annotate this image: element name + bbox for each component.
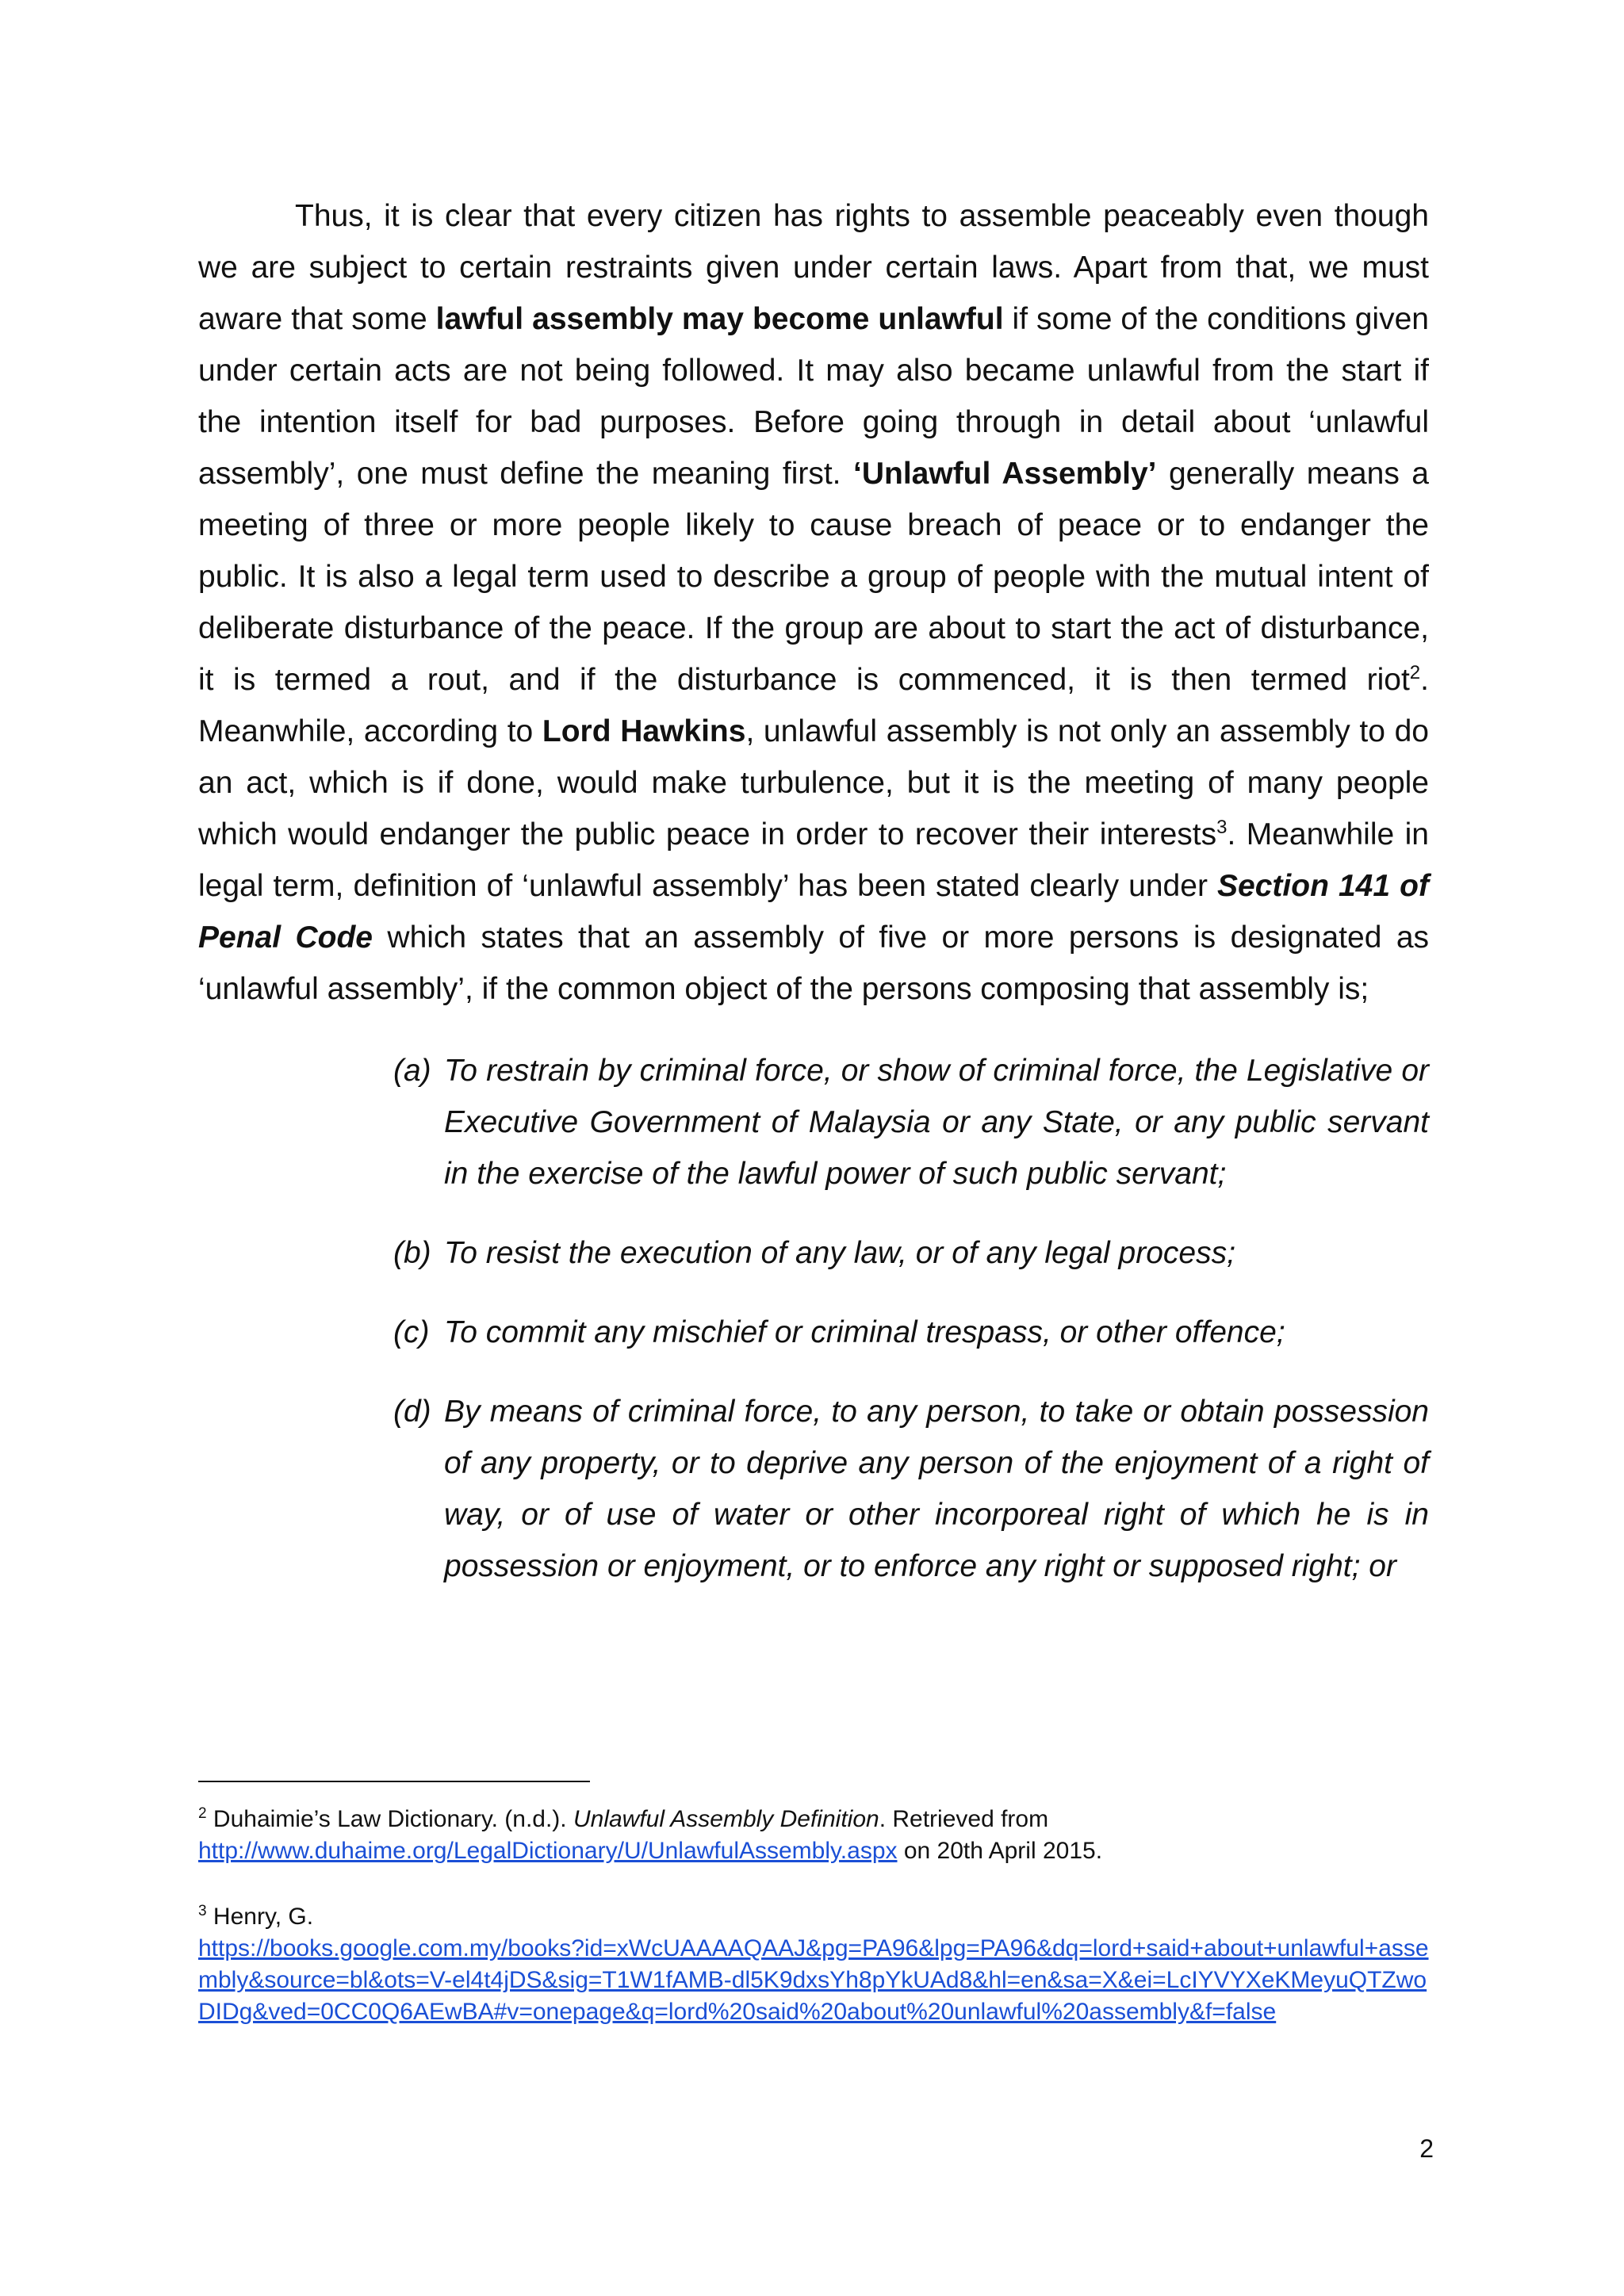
paragraph-text: , unlawful assembly is not only an assembly to do an act, which is if done, would make turbulence, but it is the meeting of many people which would endanger the public peace in order to recover their interests — [198, 714, 1429, 851]
footnote-text: . Retrieved from — [879, 1806, 1049, 1832]
footnote-text: Duhaimie’s Law Dictionary. (n.d.). — [206, 1806, 573, 1832]
clause-text: By means of criminal force, to any person, to take or obtain possession of any property, or to deprive any person of the enjoyment of a right of way, or of use of water or other incorporeal right of which he is in possession or enjoyment, or to enforce any right or supposed right; or — [444, 1395, 1429, 1583]
bold-italic-phrase-section-141: Section 141 of Penal Code — [198, 869, 1429, 955]
footnote-link[interactable]: http://www.duhaime.org/LegalDictionary/U/UnlawfulAssembly.aspx — [198, 1838, 898, 1864]
clause-marker: (a) — [393, 1054, 431, 1088]
footnote-reference[interactable]: 2 — [1409, 662, 1421, 683]
clause-marker: (c) — [393, 1315, 430, 1349]
clause-text: To commit any mischief or criminal trespass, or other offence; — [444, 1315, 1285, 1349]
paragraph-text: . Meanwhile in legal term, definition of ‘unlawful assembly’ has been stated clearly under — [198, 817, 1429, 903]
footnote-text: on 20th April 2015. — [897, 1838, 1103, 1864]
paragraph-text: Thus, it is clear that every citizen has rights to assemble peaceably even though we are subject to certain restraints given under certain laws. Apart from that, we must aware that some — [198, 199, 1429, 336]
footnote-title: Unlawful Assembly Definition — [573, 1806, 879, 1832]
clause-item-c — [393, 1307, 1429, 1358]
clause-item-d — [393, 1386, 1429, 1592]
clause-marker: (d) — [393, 1395, 431, 1429]
bold-phrase-lord-hawkins: Lord Hawkins — [542, 714, 746, 748]
clause-text: To restrain by criminal force, or show of criminal force, the Legislative or Executive Government of Malaysia or any State, or any public servant in the exercise of the lawful power of such public servant; — [444, 1054, 1429, 1191]
footnote-number: 3 — [198, 1903, 207, 1919]
paragraph-text: . Meanwhile, according to — [198, 663, 1429, 748]
footnote-reference[interactable]: 3 — [1216, 817, 1228, 838]
footnote-number: 2 — [198, 1805, 207, 1822]
clause-item-a — [393, 1045, 1429, 1200]
page-number: 2 — [1419, 2134, 1434, 2163]
paragraph-text: which states that an assembly of five or more persons is designated as ‘unlawful assembly’, if the common object of the persons composing that assembly is; — [198, 920, 1430, 1006]
paragraph-text: generally means a meeting of three or more people likely to cause breach of peace or to endanger the public. It is also a legal term used to describe a group of people with the mutual intent of deliberate disturbance of the peace. If the group are about to start the act of disturbance, it is termed a rout, and if the disturbance is commenced, it is then termed riot — [198, 457, 1430, 697]
bold-phrase-lawful-assembly: lawful assembly may become unlawful — [435, 302, 1004, 336]
clause-marker: (b) — [393, 1236, 431, 1270]
clause-list — [393, 1045, 1429, 1620]
paragraph-text: if some of the conditions given under certain acts are not being followed. It may also became unlawful from the start if the intention itself for bad purposes. Before going through in detail about ‘unlawful assembly’, one must define the meaning first. — [198, 302, 1429, 491]
bold-phrase-unlawful-assembly: ‘Unlawful Assembly’ — [853, 457, 1157, 491]
footnote-link[interactable]: https://books.google.com.my/books?id=xWcUAAAAQAAJ&pg=PA96&lpg=PA96&dq=lord+said+about+unlawful+assembly&source=bl&ots=V-el4t4jDS&sig=T1W1fAMB-dl5K9dxsYh8pYkUAd8&hl=en&sa=X&ei=LcIYVYXeKMeyuQTZwoDIDg&ved=0CC0Q6AEwBA#v=onepage&q=lord%20said%20about%20unlawful%20assembly&f=false — [198, 1935, 1429, 2025]
clause-text: To resist the execution of any law, or of any legal process; — [444, 1236, 1235, 1270]
footnote-3 — [198, 1901, 1435, 2028]
footnote-separator — [198, 1781, 590, 1782]
clause-item-b — [393, 1227, 1429, 1279]
footnote-author: Henry, G. — [206, 1904, 314, 1930]
body-paragraph — [198, 190, 1429, 1015]
footnote-2 — [198, 1804, 1435, 1867]
